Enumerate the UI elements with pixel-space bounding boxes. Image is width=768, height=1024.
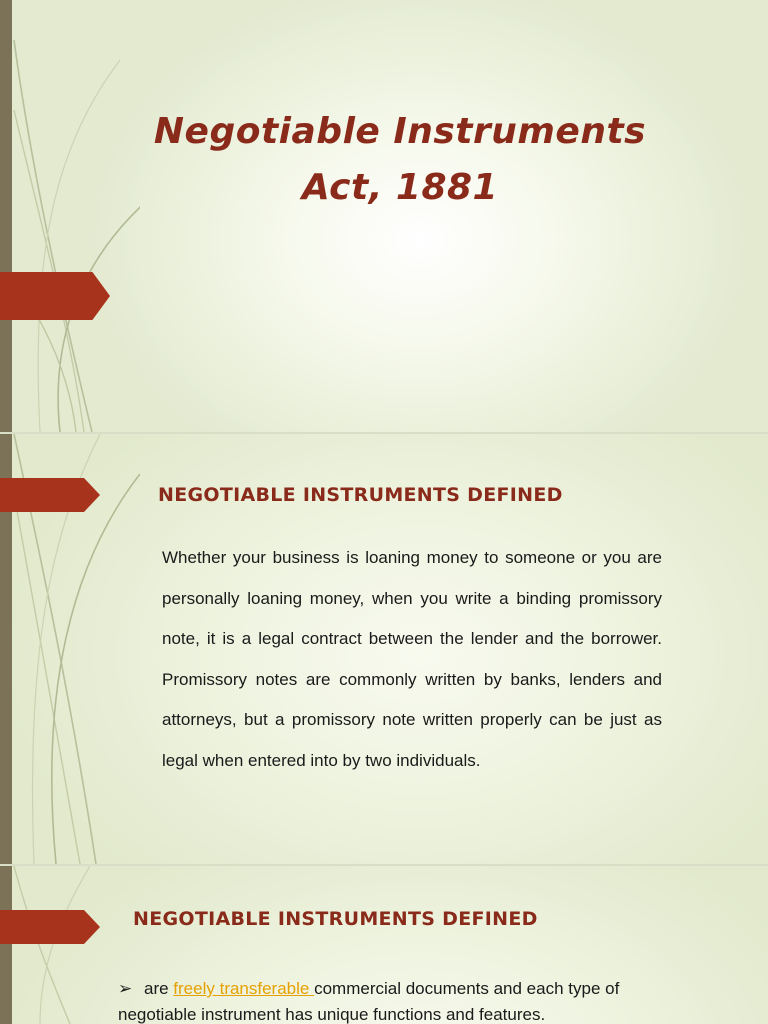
features-slide [0,866,768,1024]
title-line-1: Negotiable Instruments [153,111,647,152]
definition-slide [0,434,768,864]
accent-arrow [0,272,110,320]
title-slide [0,0,768,432]
highlight-link[interactable]: freely transferable [173,979,315,998]
title-line-2: Act, 1881 [301,167,499,208]
definition-paragraph: Whether your business is loaning money to someone or you are personally loaning money, when you write a binding promissory note, it is a legal contract between the lender and the borrower. Promissory notes are commonly written by banks, lenders and attorneys, but a promissory note written properly can be just as legal when entered into by two individuals. [162,548,662,770]
slide-title [130,104,670,216]
decorative-swirl [0,0,140,432]
bullet-text: commercial documents and each type of negotiable instrument has unique functions and features. [118,979,620,1024]
bullet-item [118,976,698,1024]
arrow-bullet-icon: ➢ [118,979,133,998]
bullet-prefix: are [144,979,174,998]
accent-arrow [0,478,100,512]
section-heading: NEGOTIABLE INSTRUMENTS DEFINED [133,908,538,930]
accent-arrow [0,910,100,944]
section-heading: NEGOTIABLE INSTRUMENTS DEFINED [158,484,563,506]
